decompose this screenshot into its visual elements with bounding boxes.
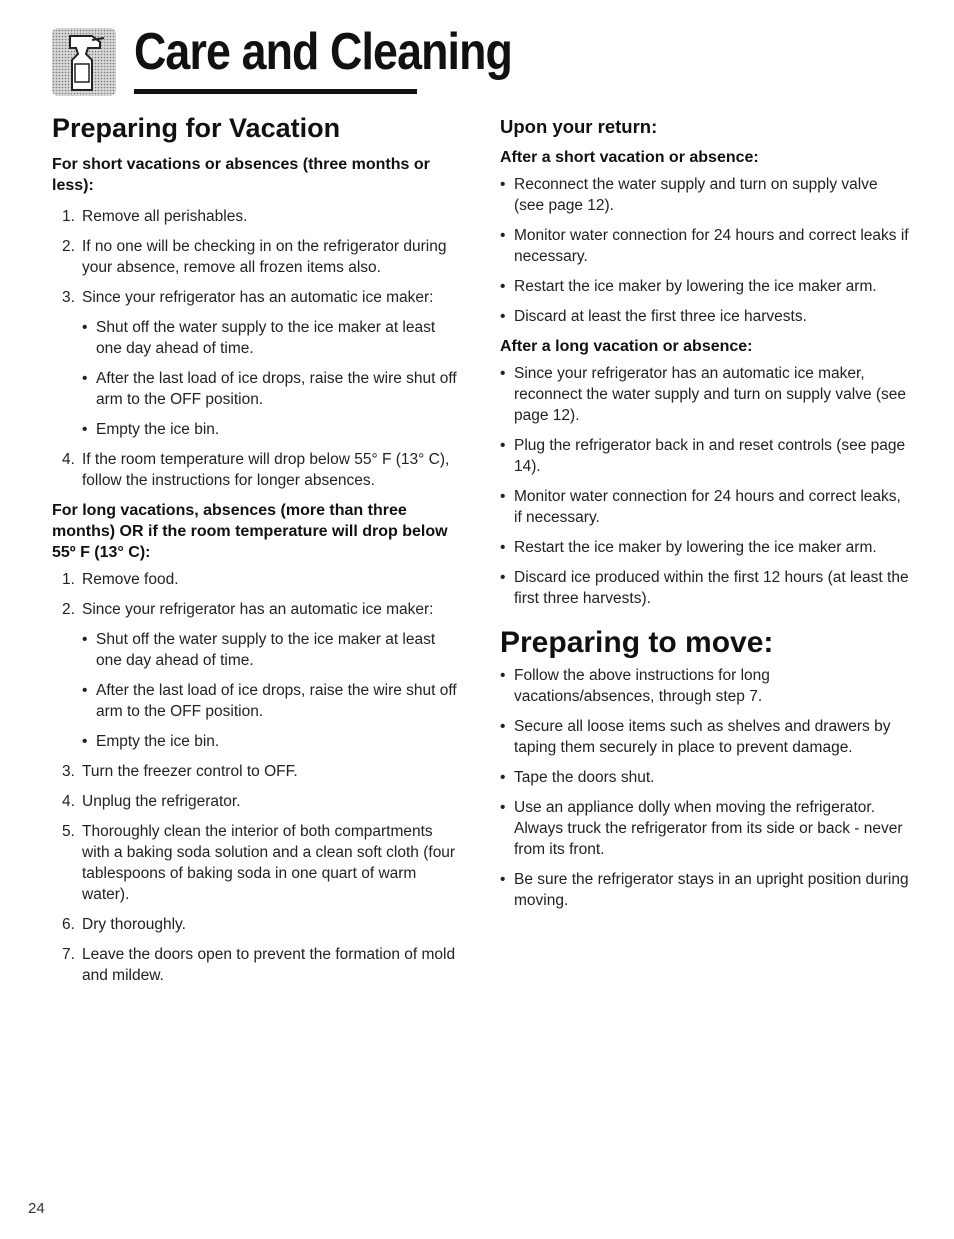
section-heading-move: Preparing to move:: [500, 626, 774, 659]
long-vacation-lead: For long vacations, absences (more than three months) OR if the room temperature will drop below 55º F (13° C):: [52, 502, 448, 561]
list-item: • Secure all loose items such as shelves and drawers by taping them securely in place to prevent damage.: [500, 716, 910, 758]
list-item: • Discard ice produced within the first 12 hours (at least the first three harvests).: [500, 567, 910, 609]
left-column: [52, 112, 462, 995]
page-number: 24: [28, 1200, 45, 1217]
list-item: • Empty the ice bin.: [52, 419, 462, 440]
list-item: • Monitor water connection for 24 hours and correct leaks if necessary.: [500, 225, 910, 267]
list-item: • Reconnect the water supply and turn on supply valve (see page 12).: [500, 174, 910, 216]
title-underline: [134, 89, 417, 94]
list-item: 2. If no one will be checking in on the refrigerator during your absence, remove all frozen items also.: [62, 238, 447, 276]
list-item: 7. Leave the doors open to prevent the formation of mold and mildew.: [62, 946, 456, 984]
list-item: • Follow the above instructions for long vacations/absences, through step 7.: [500, 665, 910, 707]
list-item: • Restart the ice maker by lowering the ice maker arm.: [500, 276, 910, 297]
short-vacation-lead: For short vacations or absences (three months or less):: [52, 156, 430, 194]
page-title: Care and Cleaning: [134, 23, 513, 81]
list-item: • After the last load of ice drops, raise the wire shut off arm to the OFF position.: [52, 368, 462, 410]
list-item: • Tape the doors shut.: [500, 767, 910, 788]
right-column: [500, 115, 910, 920]
list-item: • Discard at least the first three ice harvests.: [500, 306, 910, 327]
list-item: 5. Thoroughly clean the interior of both compartments with a baking soda solution and a clean soft cloth (four tablespoons of baking soda in one quart of warm water).: [62, 823, 456, 903]
short-vacation-steps: [52, 206, 462, 491]
list-item: • Be sure the refrigerator stays in an upright position during moving.: [500, 869, 910, 911]
list-item: • Empty the ice bin.: [52, 731, 462, 752]
long-return-list: [500, 363, 910, 609]
list-item: 1. Remove all perishables.: [62, 208, 248, 225]
short-return-list: [500, 174, 910, 327]
list-item: • Plug the refrigerator back in and reset controls (see page 14).: [500, 435, 910, 477]
list-item: • After the last load of ice drops, raise the wire shut off arm to the OFF position.: [52, 680, 462, 722]
list-item: 1. Remove food.: [62, 571, 179, 588]
list-item: 4. If the room temperature will drop below 55° F (13° C), follow the instructions for longer absences.: [62, 451, 450, 489]
list-item: 4. Unplug the refrigerator.: [62, 793, 241, 810]
list-item: 3. Turn the freezer control to OFF.: [62, 763, 298, 780]
list-item: 6. Dry thoroughly.: [62, 916, 186, 933]
list-item: • Since your refrigerator has an automatic ice maker, reconnect the water supply and turn on supply valve (see page 12).: [500, 363, 910, 426]
list-item: • Use an appliance dolly when moving the refrigerator. Always truck the refrigerator from its side or back - never from its front.: [500, 797, 910, 860]
list-item: 2. Since your refrigerator has an automatic ice maker:: [62, 601, 434, 618]
list-item: 3. Since your refrigerator has an automatic ice maker:: [62, 289, 434, 306]
list-item: • Shut off the water supply to the ice maker at least one day ahead of time.: [52, 629, 462, 671]
return-heading: Upon your return:: [500, 116, 658, 137]
section-heading-vacation: Preparing for Vacation: [52, 113, 341, 143]
spray-bottle-icon: [52, 26, 118, 98]
move-list: [500, 665, 910, 911]
list-item: • Monitor water connection for 24 hours and correct leaks, if necessary.: [500, 486, 910, 528]
long-vacation-steps: [52, 569, 462, 986]
long-return-lead: After a long vacation or absence:: [500, 338, 753, 355]
list-item: • Shut off the water supply to the ice maker at least one day ahead of time.: [52, 317, 462, 359]
short-return-lead: After a short vacation or absence:: [500, 149, 759, 166]
list-item: • Restart the ice maker by lowering the ice maker arm.: [500, 537, 910, 558]
